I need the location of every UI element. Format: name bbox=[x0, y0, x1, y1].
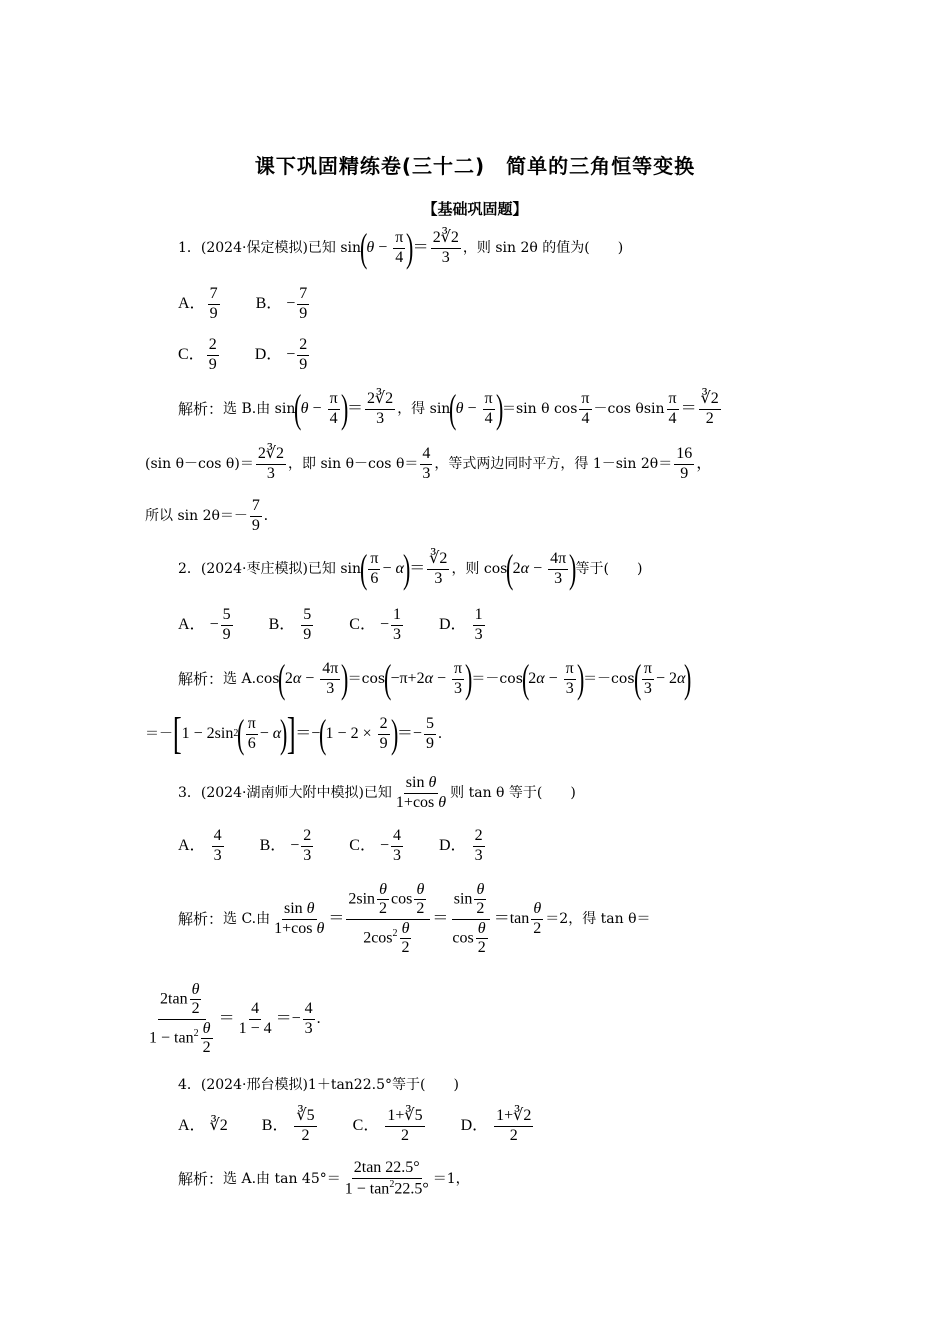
q3-option-a[interactable]: A． $\frac{4}{3}$ bbox=[178, 827, 222, 864]
q1-options-row1 bbox=[178, 282, 345, 326]
q2-solution-line2: ＝－ [ 1 − 2sin 2 ( $\frac{\pi}{6}$ − α ) ] ＝− ( 1 − 2 × $\frac{2}{9}$ ) ＝− $\frac{5}{9}$ . bbox=[145, 709, 442, 758]
q4-option-c[interactable]: C． $\frac{1+∛5}{2}$ bbox=[352, 1107, 423, 1144]
q4-stem: 4．(2024·邢台模拟)1＋tan22.5°等于( ) bbox=[178, 1077, 459, 1093]
q2-option-c[interactable]: C． − $\frac{1}{3}$ bbox=[349, 606, 401, 643]
q4-option-a[interactable]: A． ∛2 bbox=[178, 1117, 228, 1134]
q3-option-c[interactable]: C． − $\frac{4}{3}$ bbox=[349, 827, 401, 864]
section-heading: 【基础巩固题】 bbox=[422, 200, 528, 218]
q3-option-b[interactable]: B． − $\frac{2}{3}$ bbox=[259, 827, 312, 864]
q1-stem: 1．(2024·保定模拟)已知 sin ( θ − $\frac{\pi}{4}$ ) ＝ $\frac{2∛2}{3}$ ，则 sin 2θ 的值为( ) bbox=[178, 225, 624, 270]
q1-sol-label: 解析： bbox=[178, 399, 224, 418]
q3-option-d[interactable]: D． $\frac{2}{3}$ bbox=[439, 827, 483, 864]
q1-options-row2 bbox=[178, 333, 345, 377]
q2-option-a[interactable]: A． − $\frac{5}{9}$ bbox=[178, 606, 231, 643]
q3-options bbox=[178, 824, 521, 868]
q2-solution-line1: 解析： 选 A.cos ( 2 α − $\frac{4\pi}{3}$ ) ＝cos ( −π+2 α − $\frac{\pi}{3}$ ) ＝－cos ( 2 α − $\frac{\pi}{3}$ ) ＝－cos ( $\frac{\pi}{3}$ − 2 α ) bbox=[178, 656, 692, 701]
q2-stem: 2．(2024·枣庄模拟)已知 sin ( $\frac{\pi}{6}$ − α ) ＝ $\frac{∛2}{3}$ ，则 cos ( 2 α − $\frac{4\pi}{3}$ ) 等于( ) bbox=[178, 546, 643, 591]
page-title: 课下巩固精练卷(三十二) 简单的三角恒等变换 bbox=[254, 154, 696, 178]
q3-solution-line1: 解析： 选 C.由 $\frac{\text{sin θ}}{\text{1+cos θ}}$ ＝ 2sin $\frac{\theta}{2}$ cos $\frac{\theta}{2}$ $2\cos^2$ $\frac{\theta}{2}$ ＝ sin $\frac{\theta}{2}$ cos $\frac{\theta}{2}$ ＝tan $\frac{\theta}{2}$ ＝2，得 tan θ＝ bbox=[178, 880, 651, 956]
q3-solution-line2: 2tan $\frac{\theta}{2}$ $1 - \tan^2$ $\frac{\theta}{2}$ ＝ $\frac{4}{1 - 4}$ ＝− $\frac{4}{3}$ . bbox=[149, 980, 321, 1056]
q1-option-d[interactable]: D． − $\frac{2}{9}$ bbox=[254, 336, 308, 373]
q4-option-b[interactable]: B． $\frac{∛5}{2}$ bbox=[261, 1107, 315, 1144]
q1-option-c[interactable]: C． $\frac{2}{9}$ bbox=[178, 336, 217, 373]
q4-options bbox=[178, 1102, 569, 1150]
q1-option-b[interactable]: B． − $\frac{7}{9}$ bbox=[255, 285, 308, 322]
q1-stem-end: ，则 sin 2θ 的值为( ) bbox=[462, 240, 624, 256]
q2-option-b[interactable]: B． $\frac{5}{9}$ bbox=[268, 606, 312, 643]
q1-solution-line1: 解析： 选 B.由 sin ( θ − $\frac{\pi}{4}$ ) ＝ $\frac{2∛2}{3}$ ，得 sin ( θ − $\frac{\pi}{4}$ ) ＝sin θ cos $\frac{\pi}{4}$ －cos θsin $\frac{\pi}{4}$ ＝ $\frac{∛2}{2}$ bbox=[178, 386, 719, 431]
q2-options bbox=[178, 603, 521, 647]
q1-solution-line3: 所以 sin 2θ＝－ $\frac{7}{9}$ . bbox=[145, 497, 268, 534]
q1-stem-text: 1．(2024·保定模拟)已知 sin bbox=[178, 240, 362, 256]
q2-option-d[interactable]: D． $\frac{1}{3}$ bbox=[439, 606, 483, 643]
q3-stem: 3．(2024·湖南师大附中模拟)已知 $\frac{\text{sin θ}}{\text{1+cos θ}}$ 则 tan θ 等于( ) bbox=[178, 774, 576, 811]
q4-option-d[interactable]: D． $\frac{1+∛2}{2}$ bbox=[460, 1107, 532, 1144]
q1-option-a[interactable]: A． $\frac{7}{9}$ bbox=[178, 285, 218, 322]
q4-solution: 解析： 选 A.由 tan 45°＝ $\frac{2\tan 22.5^\circ}{1 - \tan^222.5^\circ}$ ＝1， bbox=[178, 1159, 470, 1198]
q1-solution-line2: (sin θ－cos θ)＝ $\frac{2∛2}{3}$ ，即 sin θ－cos θ＝ $\frac{4}{3}$ ，等式两边同时平方，得 1－sin 2θ＝ $\frac{16}{9}$ ， bbox=[145, 445, 713, 482]
